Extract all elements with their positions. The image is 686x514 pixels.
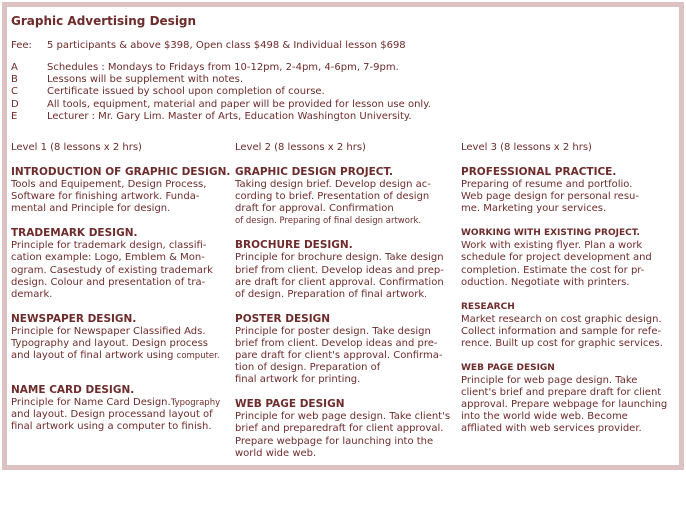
section-text: schedule for project development and <box>461 252 652 264</box>
section-text: cation example: Logo, Emblem & Mon- <box>11 252 205 264</box>
fee-text: 5 participants & above $398, Open class $498 & Individual lesson $698 <box>47 40 406 51</box>
section-text-part: and layout of final artwork using <box>11 350 177 362</box>
section-text: into the world wide web. Become <box>461 411 628 423</box>
section-text: brief and preparedraft for client approval. <box>235 423 444 435</box>
section-title: NAME CARD DESIGN. <box>11 384 135 397</box>
section-text: brief from client. Develop ideas and prep- <box>235 264 444 276</box>
section-text: Collect information and sample for refe- <box>461 325 662 337</box>
info-key: B <box>11 74 18 86</box>
section-text: demark. <box>11 288 53 300</box>
section-text-part: computer. <box>176 351 220 362</box>
section-text: draft for approval. Confirmation <box>235 203 394 215</box>
section-text: mental and Principle for design. <box>11 203 171 215</box>
section-text-part: of design. Preparation of final artwork <box>235 288 425 300</box>
section-text: pare draft for client's approval. Confirma- <box>235 350 443 362</box>
section-text: client's brief and prepare draft for client <box>461 387 662 399</box>
section-title: PROFESSIONAL PRACTICE. <box>461 166 617 179</box>
info-text: Lecturer : Mr. Gary Lim. Master of Arts, Education Washington University. <box>47 110 412 122</box>
section-text-part: . <box>424 289 427 300</box>
section-text: Preparing of resume and portfolio. <box>461 179 633 191</box>
info-item <box>11 62 431 74</box>
info-text: All tools, equipment, material and paper will be provided for lesson use only. <box>47 98 431 110</box>
section-text: Web page design for personal resu- <box>461 191 639 203</box>
section-text: Principle for poster design. Take design <box>235 325 431 337</box>
section-text: final artwork for printing. <box>235 374 361 386</box>
fee-label: Fee: <box>11 40 32 51</box>
section-text: Software for finishing artwork. Funda- <box>11 191 200 203</box>
info-item <box>11 111 431 123</box>
section-title: WORKING WITH EXISTING PROJECT. <box>461 228 640 239</box>
section-text: tion of design. Preparation of <box>235 362 381 374</box>
section-text: me. Marketing your services. <box>461 203 607 215</box>
info-key: A <box>11 62 18 73</box>
level-2-column <box>235 142 455 460</box>
section-text: Typography and layout. Design process <box>11 337 208 349</box>
section-text: design. Colour and presentation of tra- <box>11 276 206 288</box>
info-item <box>11 99 431 111</box>
info-text: Schedules : Mondays to Fridays from 10-12pm, 2-4pm, 4-6pm, 7-9pm. <box>47 62 399 73</box>
section-text: Tools and Equipement, Design Process, <box>11 179 207 191</box>
section-title: WEB PAGE DESIGN <box>235 398 345 411</box>
section-text: Taking design brief. Develop design ac- <box>235 179 431 191</box>
section-text: Prepare webpage for launching into the <box>235 435 434 447</box>
page-title: Graphic Advertising Design <box>11 14 197 28</box>
section-text: final artwork using a computer to finish. <box>11 421 212 433</box>
section-text-part: of design. Preparing of final design artwork. <box>235 216 422 227</box>
section-text: approval. Prepare webpage for launching <box>461 399 668 411</box>
section-text <box>235 215 455 227</box>
level-3-column <box>461 142 673 436</box>
section-title: POSTER DESIGN <box>235 312 331 325</box>
section-title: TRADEMARK DESIGN. <box>11 227 138 240</box>
section-text-part: Principle for Name Card Design. <box>11 397 171 409</box>
section-text-part: Typography <box>170 398 221 409</box>
section-title: NEWSPAPER DESIGN. <box>11 312 137 325</box>
section-text: are draft for client approval. Confirmation <box>235 276 444 288</box>
section-title: RESEARCH <box>461 301 515 312</box>
section-text: ogram. Casestudy of existing trademark <box>11 264 213 276</box>
info-key: E <box>11 110 18 122</box>
section-title: GRAPHIC DESIGN PROJECT. <box>235 166 394 179</box>
section-title: INTRODUCTION OF GRAPHIC DESIGN. <box>11 166 231 179</box>
section-text: Principle for web page design. Take <box>461 375 638 387</box>
info-list <box>11 62 431 123</box>
section-text <box>11 397 229 409</box>
section-text: Market research on cost graphic design. <box>461 313 662 325</box>
section-text: Principle for Newspaper Classified Ads. <box>11 325 206 337</box>
level-1-heading: Level 1 (8 lessons x 2 hrs) <box>11 142 142 153</box>
info-key: C <box>11 86 18 98</box>
section-text: cording to brief. Presentation of design <box>235 191 430 203</box>
level-3-heading: Level 3 (8 lessons x 2 hrs) <box>461 142 592 153</box>
level-1-column <box>11 142 229 433</box>
section-text: affliated with web services provider. <box>461 423 642 435</box>
fee-line <box>11 40 406 51</box>
section-text: Principle for web page design. Take client's <box>235 411 451 423</box>
section-text: Principle for trademark design, classifi- <box>11 240 207 252</box>
section-text: Principle for brochure design. Take design <box>235 252 444 264</box>
section-text: brief from client. Develop ideas and pre- <box>235 337 438 349</box>
section-text: completion. Estimate the cost for pr- <box>461 264 645 276</box>
section-text: rence. Built up cost for graphic services. <box>461 337 663 349</box>
info-text: Certificate issued by school upon completion of course. <box>47 86 325 98</box>
level-2-heading: Level 2 (8 lessons x 2 hrs) <box>235 142 366 153</box>
section-text <box>235 289 455 301</box>
section-title: BROCHURE DESIGN. <box>235 239 353 252</box>
info-key: D <box>11 98 19 110</box>
section-title: WEB PAGE DESIGN <box>461 363 555 374</box>
section-text: oduction. Negotiate with printers. <box>461 276 630 288</box>
section-text: Work with existing flyer. Plan a work <box>461 240 643 252</box>
info-item <box>11 74 431 86</box>
info-text: Lessons will be supplement with notes. <box>47 74 244 86</box>
info-item <box>11 86 431 98</box>
section-text <box>11 350 229 362</box>
section-text: and layout. Design processand layout of <box>11 409 213 421</box>
section-text: world wide web. <box>235 447 317 459</box>
